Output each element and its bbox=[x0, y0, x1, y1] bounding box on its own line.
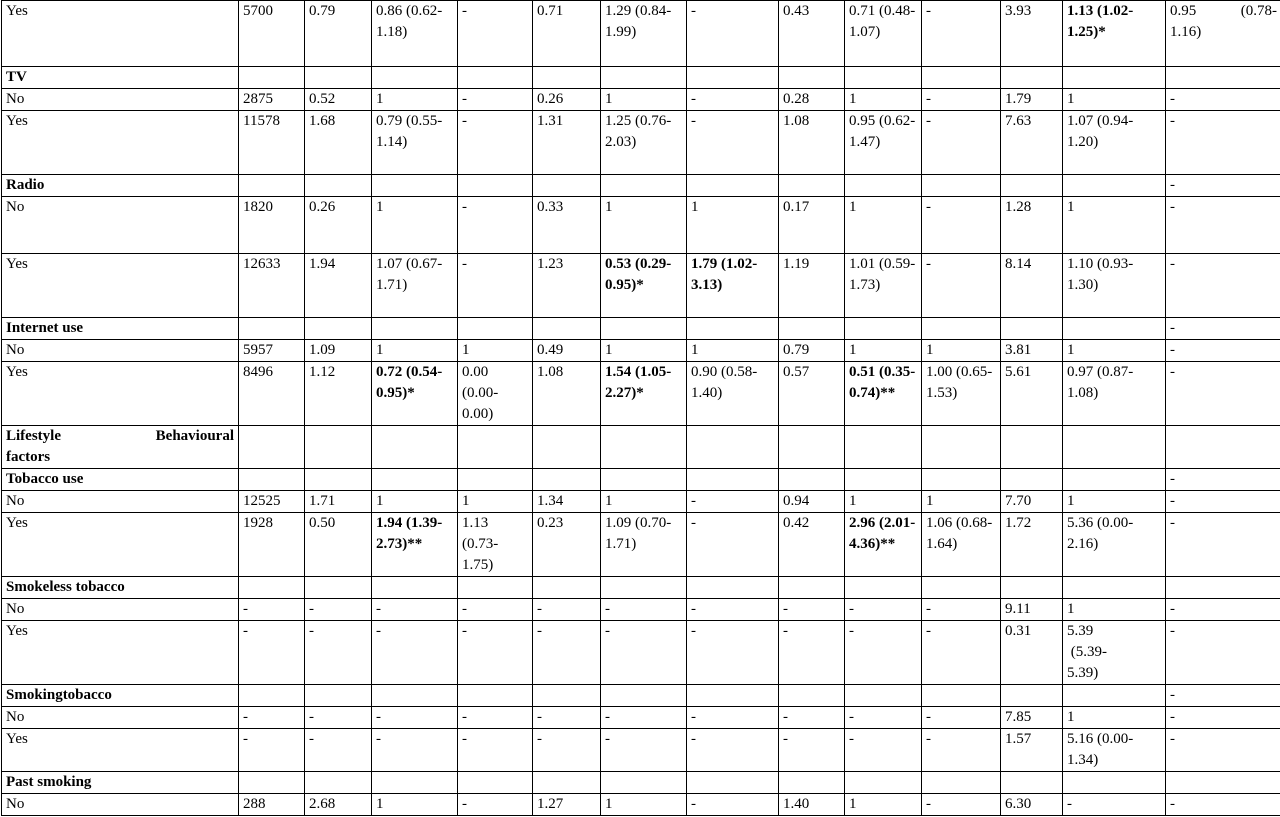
cell-p2: 1.34 bbox=[533, 491, 601, 513]
cell-p2: - bbox=[533, 729, 601, 772]
cell-aor2: 0.90 (0.58-1.40) bbox=[687, 362, 779, 426]
cell-aor1: - bbox=[458, 707, 533, 729]
cell-aor3: - bbox=[922, 729, 1001, 772]
cell-p3: 0.94 bbox=[779, 491, 845, 513]
cell-or1: - bbox=[372, 599, 458, 621]
cell-n: 12525 bbox=[239, 491, 305, 513]
cell-or2: 1 bbox=[601, 491, 687, 513]
cell-or4: 1 bbox=[1063, 707, 1166, 729]
cell-p1: - bbox=[305, 707, 372, 729]
cell-aor2: - bbox=[687, 707, 779, 729]
cell-n: - bbox=[239, 707, 305, 729]
section-label-part: Behavioural bbox=[155, 428, 234, 444]
cell-or4: 1.07 (0.94-1.20) bbox=[1063, 111, 1166, 175]
cell-aor2: 1.79 (1.02-3.13) bbox=[687, 254, 779, 318]
cell-aor4: - bbox=[1166, 729, 1280, 772]
cell-or1: 1 bbox=[372, 89, 458, 111]
row-label: No bbox=[2, 340, 239, 362]
cell-aor4: - bbox=[1166, 197, 1280, 254]
cell-p2: 1.27 bbox=[533, 794, 601, 816]
cell-aor2: 1 bbox=[687, 340, 779, 362]
cell-p2: 1.31 bbox=[533, 111, 601, 175]
cell-or4-ci: (5.39- bbox=[1067, 644, 1107, 660]
section-row bbox=[2, 577, 1280, 599]
cell-p3: 0.42 bbox=[779, 513, 845, 577]
cell-or2: - bbox=[601, 729, 687, 772]
row-label: Yes bbox=[2, 254, 239, 318]
cell-or4: 1.10 (0.93-1.30) bbox=[1063, 254, 1166, 318]
cell-p2: 0.26 bbox=[533, 89, 601, 111]
cell-or4: 1 bbox=[1063, 340, 1166, 362]
cell-or2: - bbox=[601, 707, 687, 729]
cell-or2: 1.29 (0.84-1.99) bbox=[601, 1, 687, 67]
cell-aor1: - bbox=[458, 197, 533, 254]
cell-or3: - bbox=[845, 599, 922, 621]
cell-p4: 6.30 bbox=[1001, 794, 1063, 816]
cell-or2: - bbox=[601, 599, 687, 621]
cell-p3: 0.17 bbox=[779, 197, 845, 254]
cell-n: - bbox=[239, 621, 305, 685]
cell-aor1: - bbox=[458, 254, 533, 318]
cell-or1: 0.72 (0.54-0.95)* bbox=[372, 362, 458, 426]
table-row bbox=[2, 513, 1280, 577]
cell-p2: - bbox=[533, 621, 601, 685]
cell-or1: 1 bbox=[372, 340, 458, 362]
cell-aor4: - bbox=[1166, 89, 1280, 111]
cell-n: 1820 bbox=[239, 197, 305, 254]
section-label: Tobacco use bbox=[2, 469, 239, 491]
cell-aor4: - bbox=[1166, 707, 1280, 729]
cell-p1: 2.68 bbox=[305, 794, 372, 816]
table-row bbox=[2, 111, 1280, 175]
cell-aor3: - bbox=[922, 707, 1001, 729]
cell-aor1: 0.00 (0.00-0.00) bbox=[458, 362, 533, 426]
table-row bbox=[2, 707, 1280, 729]
cell-aor2: - bbox=[687, 513, 779, 577]
cell-aor4: - bbox=[1166, 794, 1280, 816]
cell-p2: 0.23 bbox=[533, 513, 601, 577]
row-label: No bbox=[2, 599, 239, 621]
cell-n: 11578 bbox=[239, 111, 305, 175]
cell-aor3: - bbox=[922, 1, 1001, 67]
cell-p3: 1.40 bbox=[779, 794, 845, 816]
cell-or1: - bbox=[372, 707, 458, 729]
cell-p4: 3.93 bbox=[1001, 1, 1063, 67]
cell-p1: 1.12 bbox=[305, 362, 372, 426]
cell-n: 12633 bbox=[239, 254, 305, 318]
cell-or4: 1 bbox=[1063, 491, 1166, 513]
cell-aor4-ci: (0.78- bbox=[1240, 3, 1277, 19]
cell-aor4 bbox=[1166, 1, 1280, 67]
results-table bbox=[1, 0, 1280, 816]
cell-aor2: - bbox=[687, 729, 779, 772]
cell-or4: 1 bbox=[1063, 599, 1166, 621]
cell-or2: 0.53 (0.29-0.95)* bbox=[601, 254, 687, 318]
cell-p4: 7.70 bbox=[1001, 491, 1063, 513]
cell-p4: 1.79 bbox=[1001, 89, 1063, 111]
cell-aor2: - bbox=[687, 89, 779, 111]
cell-p4: 3.81 bbox=[1001, 340, 1063, 362]
cell-aor1: - bbox=[458, 111, 533, 175]
cell-or4: 1.13 (1.02-1.25)* bbox=[1063, 1, 1166, 67]
cell-aor4: - bbox=[1166, 513, 1280, 577]
section-row bbox=[2, 469, 1280, 491]
cell-or4: 5.16 (0.00-1.34) bbox=[1063, 729, 1166, 772]
section-row bbox=[2, 685, 1280, 707]
cell-or3: 1 bbox=[845, 491, 922, 513]
cell-aor4: - bbox=[1166, 318, 1280, 340]
section-row bbox=[2, 318, 1280, 340]
cell-aor2: - bbox=[687, 111, 779, 175]
cell-p3: - bbox=[779, 599, 845, 621]
table-row bbox=[2, 621, 1280, 685]
cell-or4: - bbox=[1063, 794, 1166, 816]
cell-p1: 0.52 bbox=[305, 89, 372, 111]
cell-or3: 2.96 (2.01-4.36)** bbox=[845, 513, 922, 577]
cell-or3: 0.95 (0.62-1.47) bbox=[845, 111, 922, 175]
row-label: Yes bbox=[2, 111, 239, 175]
cell-n: 5957 bbox=[239, 340, 305, 362]
cell-or1: 0.79 (0.55-1.14) bbox=[372, 111, 458, 175]
cell-or1: 1.07 (0.67-1.71) bbox=[372, 254, 458, 318]
table-row bbox=[2, 491, 1280, 513]
cell-or3: 1 bbox=[845, 794, 922, 816]
cell-aor2: - bbox=[687, 599, 779, 621]
cell-aor3: - bbox=[922, 254, 1001, 318]
cell-aor3: - bbox=[922, 89, 1001, 111]
cell-aor1: - bbox=[458, 599, 533, 621]
row-label: Yes bbox=[2, 729, 239, 772]
cell-or4-est: 5.39 bbox=[1067, 623, 1094, 639]
cell-aor3: 1 bbox=[922, 491, 1001, 513]
cell-aor1: - bbox=[458, 621, 533, 685]
cell-or1: 0.86 (0.62-1.18) bbox=[372, 1, 458, 67]
cell-or4: 1 bbox=[1063, 89, 1166, 111]
cell-n: 1928 bbox=[239, 513, 305, 577]
row-label: No bbox=[2, 794, 239, 816]
cell-p3: - bbox=[779, 621, 845, 685]
cell-p1: - bbox=[305, 599, 372, 621]
cell-p1: 1.94 bbox=[305, 254, 372, 318]
cell-aor3: - bbox=[922, 111, 1001, 175]
cell-aor4: - bbox=[1166, 685, 1280, 707]
cell-or2: 1 bbox=[601, 340, 687, 362]
cell-or2: 1.25 (0.76-2.03) bbox=[601, 111, 687, 175]
cell-p4: 7.85 bbox=[1001, 707, 1063, 729]
section-row bbox=[2, 67, 1280, 89]
cell-aor1: 1 bbox=[458, 340, 533, 362]
cell-aor3: - bbox=[922, 599, 1001, 621]
cell-p1: 1.68 bbox=[305, 111, 372, 175]
table-row bbox=[2, 794, 1280, 816]
cell-p3: 0.28 bbox=[779, 89, 845, 111]
cell-aor1: - bbox=[458, 729, 533, 772]
cell-n: 8496 bbox=[239, 362, 305, 426]
cell-p4: 5.61 bbox=[1001, 362, 1063, 426]
row-label: No bbox=[2, 89, 239, 111]
cell-aor4: - bbox=[1166, 621, 1280, 685]
cell-aor4: - bbox=[1166, 599, 1280, 621]
cell-p3: 1.19 bbox=[779, 254, 845, 318]
cell-aor1: - bbox=[458, 89, 533, 111]
table-row bbox=[2, 254, 1280, 318]
cell-aor3: - bbox=[922, 621, 1001, 685]
cell-aor4: - bbox=[1166, 469, 1280, 491]
section-label bbox=[2, 426, 239, 469]
row-label: Yes bbox=[2, 1, 239, 67]
section-label: Radio bbox=[2, 175, 239, 197]
section-label-part: Lifestyle bbox=[6, 428, 61, 444]
table-row bbox=[2, 362, 1280, 426]
cell-or3: - bbox=[845, 729, 922, 772]
cell-aor1: - bbox=[458, 794, 533, 816]
cell-or2: 1 bbox=[601, 794, 687, 816]
cell-aor1: - bbox=[458, 1, 533, 67]
cell-p1: - bbox=[305, 729, 372, 772]
table-row bbox=[2, 599, 1280, 621]
section-row bbox=[2, 772, 1280, 794]
cell-p4: 1.57 bbox=[1001, 729, 1063, 772]
cell-aor3: 1.06 (0.68-1.64) bbox=[922, 513, 1001, 577]
cell-or1: - bbox=[372, 729, 458, 772]
cell-or2: 1.09 (0.70-1.71) bbox=[601, 513, 687, 577]
cell-aor2: - bbox=[687, 794, 779, 816]
cell-p2: 1.08 bbox=[533, 362, 601, 426]
cell-aor2: 1 bbox=[687, 197, 779, 254]
cell-p1: 0.79 bbox=[305, 1, 372, 67]
cell-or4-ci-end: 5.39) bbox=[1067, 665, 1099, 681]
cell-p2: - bbox=[533, 707, 601, 729]
cell-p2: 0.71 bbox=[533, 1, 601, 67]
cell-or2: 1 bbox=[601, 197, 687, 254]
cell-aor4: - bbox=[1166, 491, 1280, 513]
table-row bbox=[2, 729, 1280, 772]
cell-p3: - bbox=[779, 729, 845, 772]
table-row bbox=[2, 89, 1280, 111]
cell-or4: 1 bbox=[1063, 197, 1166, 254]
cell-n: - bbox=[239, 599, 305, 621]
cell-p1: 1.09 bbox=[305, 340, 372, 362]
cell-aor4-ci-end: 1.16) bbox=[1170, 24, 1202, 40]
cell-aor4: - bbox=[1166, 175, 1280, 197]
cell-n: 2875 bbox=[239, 89, 305, 111]
section-label-part: factors bbox=[6, 449, 51, 465]
cell-aor2: - bbox=[687, 1, 779, 67]
row-label: No bbox=[2, 197, 239, 254]
section-row bbox=[2, 175, 1280, 197]
cell-p2: 0.49 bbox=[533, 340, 601, 362]
cell-or3: 1.01 (0.59-1.73) bbox=[845, 254, 922, 318]
cell-or1: 1 bbox=[372, 197, 458, 254]
cell-p2: - bbox=[533, 599, 601, 621]
cell-or3: - bbox=[845, 621, 922, 685]
cell-or1: 1 bbox=[372, 794, 458, 816]
cell-or3: 1 bbox=[845, 340, 922, 362]
section-row bbox=[2, 426, 1280, 469]
cell-p2: 0.33 bbox=[533, 197, 601, 254]
cell-n: 5700 bbox=[239, 1, 305, 67]
row-label: No bbox=[2, 491, 239, 513]
section-label: Smokingtobacco bbox=[2, 685, 239, 707]
cell-or1: - bbox=[372, 621, 458, 685]
cell-aor3: 1.00 (0.65-1.53) bbox=[922, 362, 1001, 426]
cell-p4: 9.11 bbox=[1001, 599, 1063, 621]
cell-or4 bbox=[1063, 621, 1166, 685]
row-label: No bbox=[2, 707, 239, 729]
cell-or2: - bbox=[601, 621, 687, 685]
cell-or3: - bbox=[845, 707, 922, 729]
cell-aor3: - bbox=[922, 197, 1001, 254]
cell-or4: 0.97 (0.87-1.08) bbox=[1063, 362, 1166, 426]
cell-p1: 0.26 bbox=[305, 197, 372, 254]
cell-or3: 0.71 (0.48-1.07) bbox=[845, 1, 922, 67]
cell-or1: 1.94 (1.39-2.73)** bbox=[372, 513, 458, 577]
section-label: Internet use bbox=[2, 318, 239, 340]
cell-aor3: - bbox=[922, 794, 1001, 816]
row-label: Yes bbox=[2, 621, 239, 685]
cell-p4: 1.72 bbox=[1001, 513, 1063, 577]
section-label: Smokeless tobacco bbox=[2, 577, 239, 599]
cell-aor2: - bbox=[687, 491, 779, 513]
cell-aor3: 1 bbox=[922, 340, 1001, 362]
cell-p1: 1.71 bbox=[305, 491, 372, 513]
cell-aor4: - bbox=[1166, 254, 1280, 318]
cell-aor1: 1.13 (0.73-1.75) bbox=[458, 513, 533, 577]
cell-aor2: - bbox=[687, 621, 779, 685]
row-label: Yes bbox=[2, 513, 239, 577]
cell-p1: 0.50 bbox=[305, 513, 372, 577]
cell-p3: - bbox=[779, 707, 845, 729]
cell-p3: 0.43 bbox=[779, 1, 845, 67]
cell-p3: 1.08 bbox=[779, 111, 845, 175]
section-label: TV bbox=[2, 67, 239, 89]
cell-p4: 0.31 bbox=[1001, 621, 1063, 685]
cell-or2: 1 bbox=[601, 89, 687, 111]
cell-p2: 1.23 bbox=[533, 254, 601, 318]
cell-p3: 0.79 bbox=[779, 340, 845, 362]
cell-or1: 1 bbox=[372, 491, 458, 513]
row-label: Yes bbox=[2, 362, 239, 426]
section-label: Past smoking bbox=[2, 772, 239, 794]
cell-or3: 0.51 (0.35-0.74)** bbox=[845, 362, 922, 426]
cell-aor4: - bbox=[1166, 362, 1280, 426]
cell-aor1: 1 bbox=[458, 491, 533, 513]
cell-aor4: - bbox=[1166, 111, 1280, 175]
cell-n: - bbox=[239, 729, 305, 772]
cell-p4: 1.28 bbox=[1001, 197, 1063, 254]
table-row bbox=[2, 340, 1280, 362]
cell-or4: 5.36 (0.00-2.16) bbox=[1063, 513, 1166, 577]
cell-p3: 0.57 bbox=[779, 362, 845, 426]
table-row bbox=[2, 197, 1280, 254]
cell-aor4-est: 0.95 bbox=[1170, 3, 1197, 19]
cell-p4: 8.14 bbox=[1001, 254, 1063, 318]
cell-or2: 1.54 (1.05-2.27)* bbox=[601, 362, 687, 426]
cell-or3: 1 bbox=[845, 89, 922, 111]
cell-p1: - bbox=[305, 621, 372, 685]
cell-n: 288 bbox=[239, 794, 305, 816]
cell-aor4: - bbox=[1166, 340, 1280, 362]
table-row bbox=[2, 1, 1280, 67]
cell-p4: 7.63 bbox=[1001, 111, 1063, 175]
cell-or3: 1 bbox=[845, 197, 922, 254]
